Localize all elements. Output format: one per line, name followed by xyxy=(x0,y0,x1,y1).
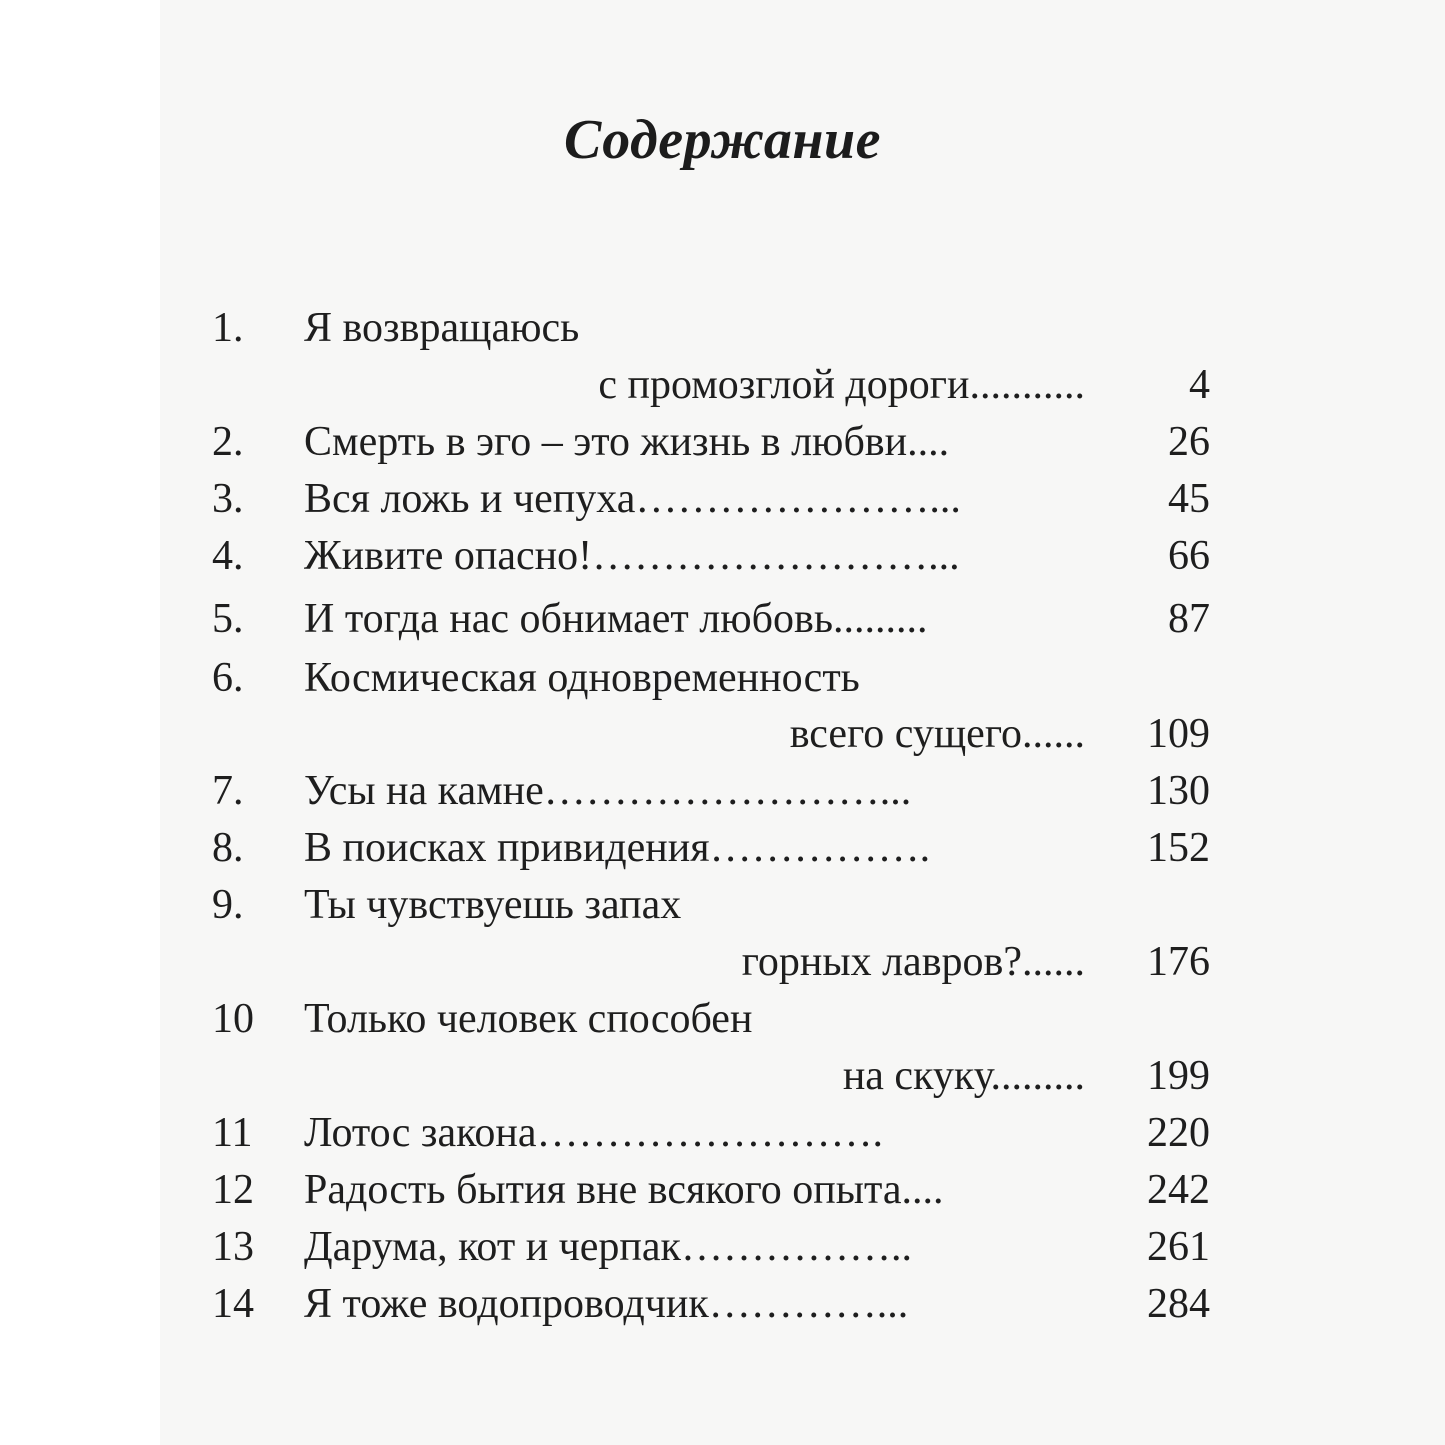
toc-entry-4 xyxy=(0,527,1445,585)
toc-entry-title: В поисках привидения……………. xyxy=(304,825,931,871)
toc-entry-title: Я возвращаюсь xyxy=(304,305,580,351)
toc-entry-page: 4 xyxy=(1189,362,1210,408)
toc-entry-13 xyxy=(0,1218,1445,1276)
page-title: Содержание xyxy=(564,109,881,171)
toc-entry-5 xyxy=(0,590,1445,648)
toc-entry-page: 130 xyxy=(1147,768,1210,814)
toc-entry-3 xyxy=(0,470,1445,528)
toc-entry-6 xyxy=(0,649,1445,707)
toc-entry-title: Лотос закона……………………. xyxy=(304,1110,883,1156)
toc-entry-9-continued xyxy=(0,933,1445,991)
toc-entry-title: Дарума, кот и черпак…………….. xyxy=(304,1224,912,1270)
toc-entry-10 xyxy=(0,990,1445,1048)
toc-entry-page: 45 xyxy=(1168,476,1210,522)
toc-entry-title-continued: на скуку......... xyxy=(842,1053,1085,1099)
toc-entry-number: 11 xyxy=(212,1110,253,1156)
toc-entry-number: 7. xyxy=(212,768,244,814)
toc-entry-title: Живите опасно!……………………... xyxy=(304,533,960,579)
toc-entry-title-continued: всего сущего...... xyxy=(789,711,1085,757)
toc-entry-number: 6. xyxy=(212,655,244,701)
toc-entry-page: 109 xyxy=(1147,711,1210,757)
toc-entry-title-continued: с промозглой дороги........... xyxy=(598,362,1085,408)
toc-entry-page: 261 xyxy=(1147,1224,1210,1270)
toc-entry-title: Я тоже водопроводчик…………... xyxy=(304,1281,909,1327)
toc-entry-title: Космическая одновременность xyxy=(304,655,860,701)
toc-entry-10-continued xyxy=(0,1047,1445,1105)
toc-entry-number: 12 xyxy=(212,1167,254,1213)
toc-entry-page: 152 xyxy=(1147,825,1210,871)
toc-entry-title: Радость бытия вне всякого опыта.... xyxy=(304,1167,944,1213)
toc-entry-number: 13 xyxy=(212,1224,254,1270)
toc-entry-number: 5. xyxy=(212,596,244,642)
toc-entry-12 xyxy=(0,1161,1445,1219)
toc-entry-number: 4. xyxy=(212,533,244,579)
toc-entry-page: 66 xyxy=(1168,533,1210,579)
toc-entry-8 xyxy=(0,819,1445,877)
toc-entry-number: 9. xyxy=(212,882,244,928)
toc-entry-title: Только человек способен xyxy=(304,996,753,1042)
toc-entry-title: Смерть в эго – это жизнь в любви.... xyxy=(304,419,950,465)
toc-entry-7 xyxy=(0,762,1445,820)
toc-entry-number: 14 xyxy=(212,1281,254,1327)
toc-entry-2 xyxy=(0,413,1445,471)
toc-entry-14 xyxy=(0,1275,1445,1333)
toc-entry-1 xyxy=(0,299,1445,357)
toc-entry-6-continued xyxy=(0,705,1445,763)
toc-entry-title: И тогда нас обнимает любовь......... xyxy=(304,596,928,642)
toc-entry-page: 176 xyxy=(1147,939,1210,985)
toc-entry-title: Ты чувствуешь запах xyxy=(304,882,682,928)
toc-entry-page: 87 xyxy=(1168,596,1210,642)
toc-entry-1-continued xyxy=(0,356,1445,414)
toc-entry-number: 3. xyxy=(212,476,244,522)
toc-entry-title: Усы на камне……………………... xyxy=(304,768,912,814)
toc-entry-number: 8. xyxy=(212,825,244,871)
toc-entry-9 xyxy=(0,876,1445,934)
toc-entry-title-continued: горных лавров?...... xyxy=(741,939,1085,985)
toc-entry-number: 1. xyxy=(212,305,244,351)
toc-entry-page: 199 xyxy=(1147,1053,1210,1099)
toc-entry-title: Вся ложь и чепуха…………………... xyxy=(304,476,961,522)
toc-entry-number: 10 xyxy=(212,996,254,1042)
toc-entry-number: 2. xyxy=(212,419,244,465)
toc-entry-page: 242 xyxy=(1147,1167,1210,1213)
toc-entry-page: 220 xyxy=(1147,1110,1210,1156)
table-of-contents xyxy=(0,299,1445,1339)
toc-entry-page: 26 xyxy=(1168,419,1210,465)
toc-entry-page: 284 xyxy=(1147,1281,1210,1327)
toc-entry-11 xyxy=(0,1104,1445,1162)
